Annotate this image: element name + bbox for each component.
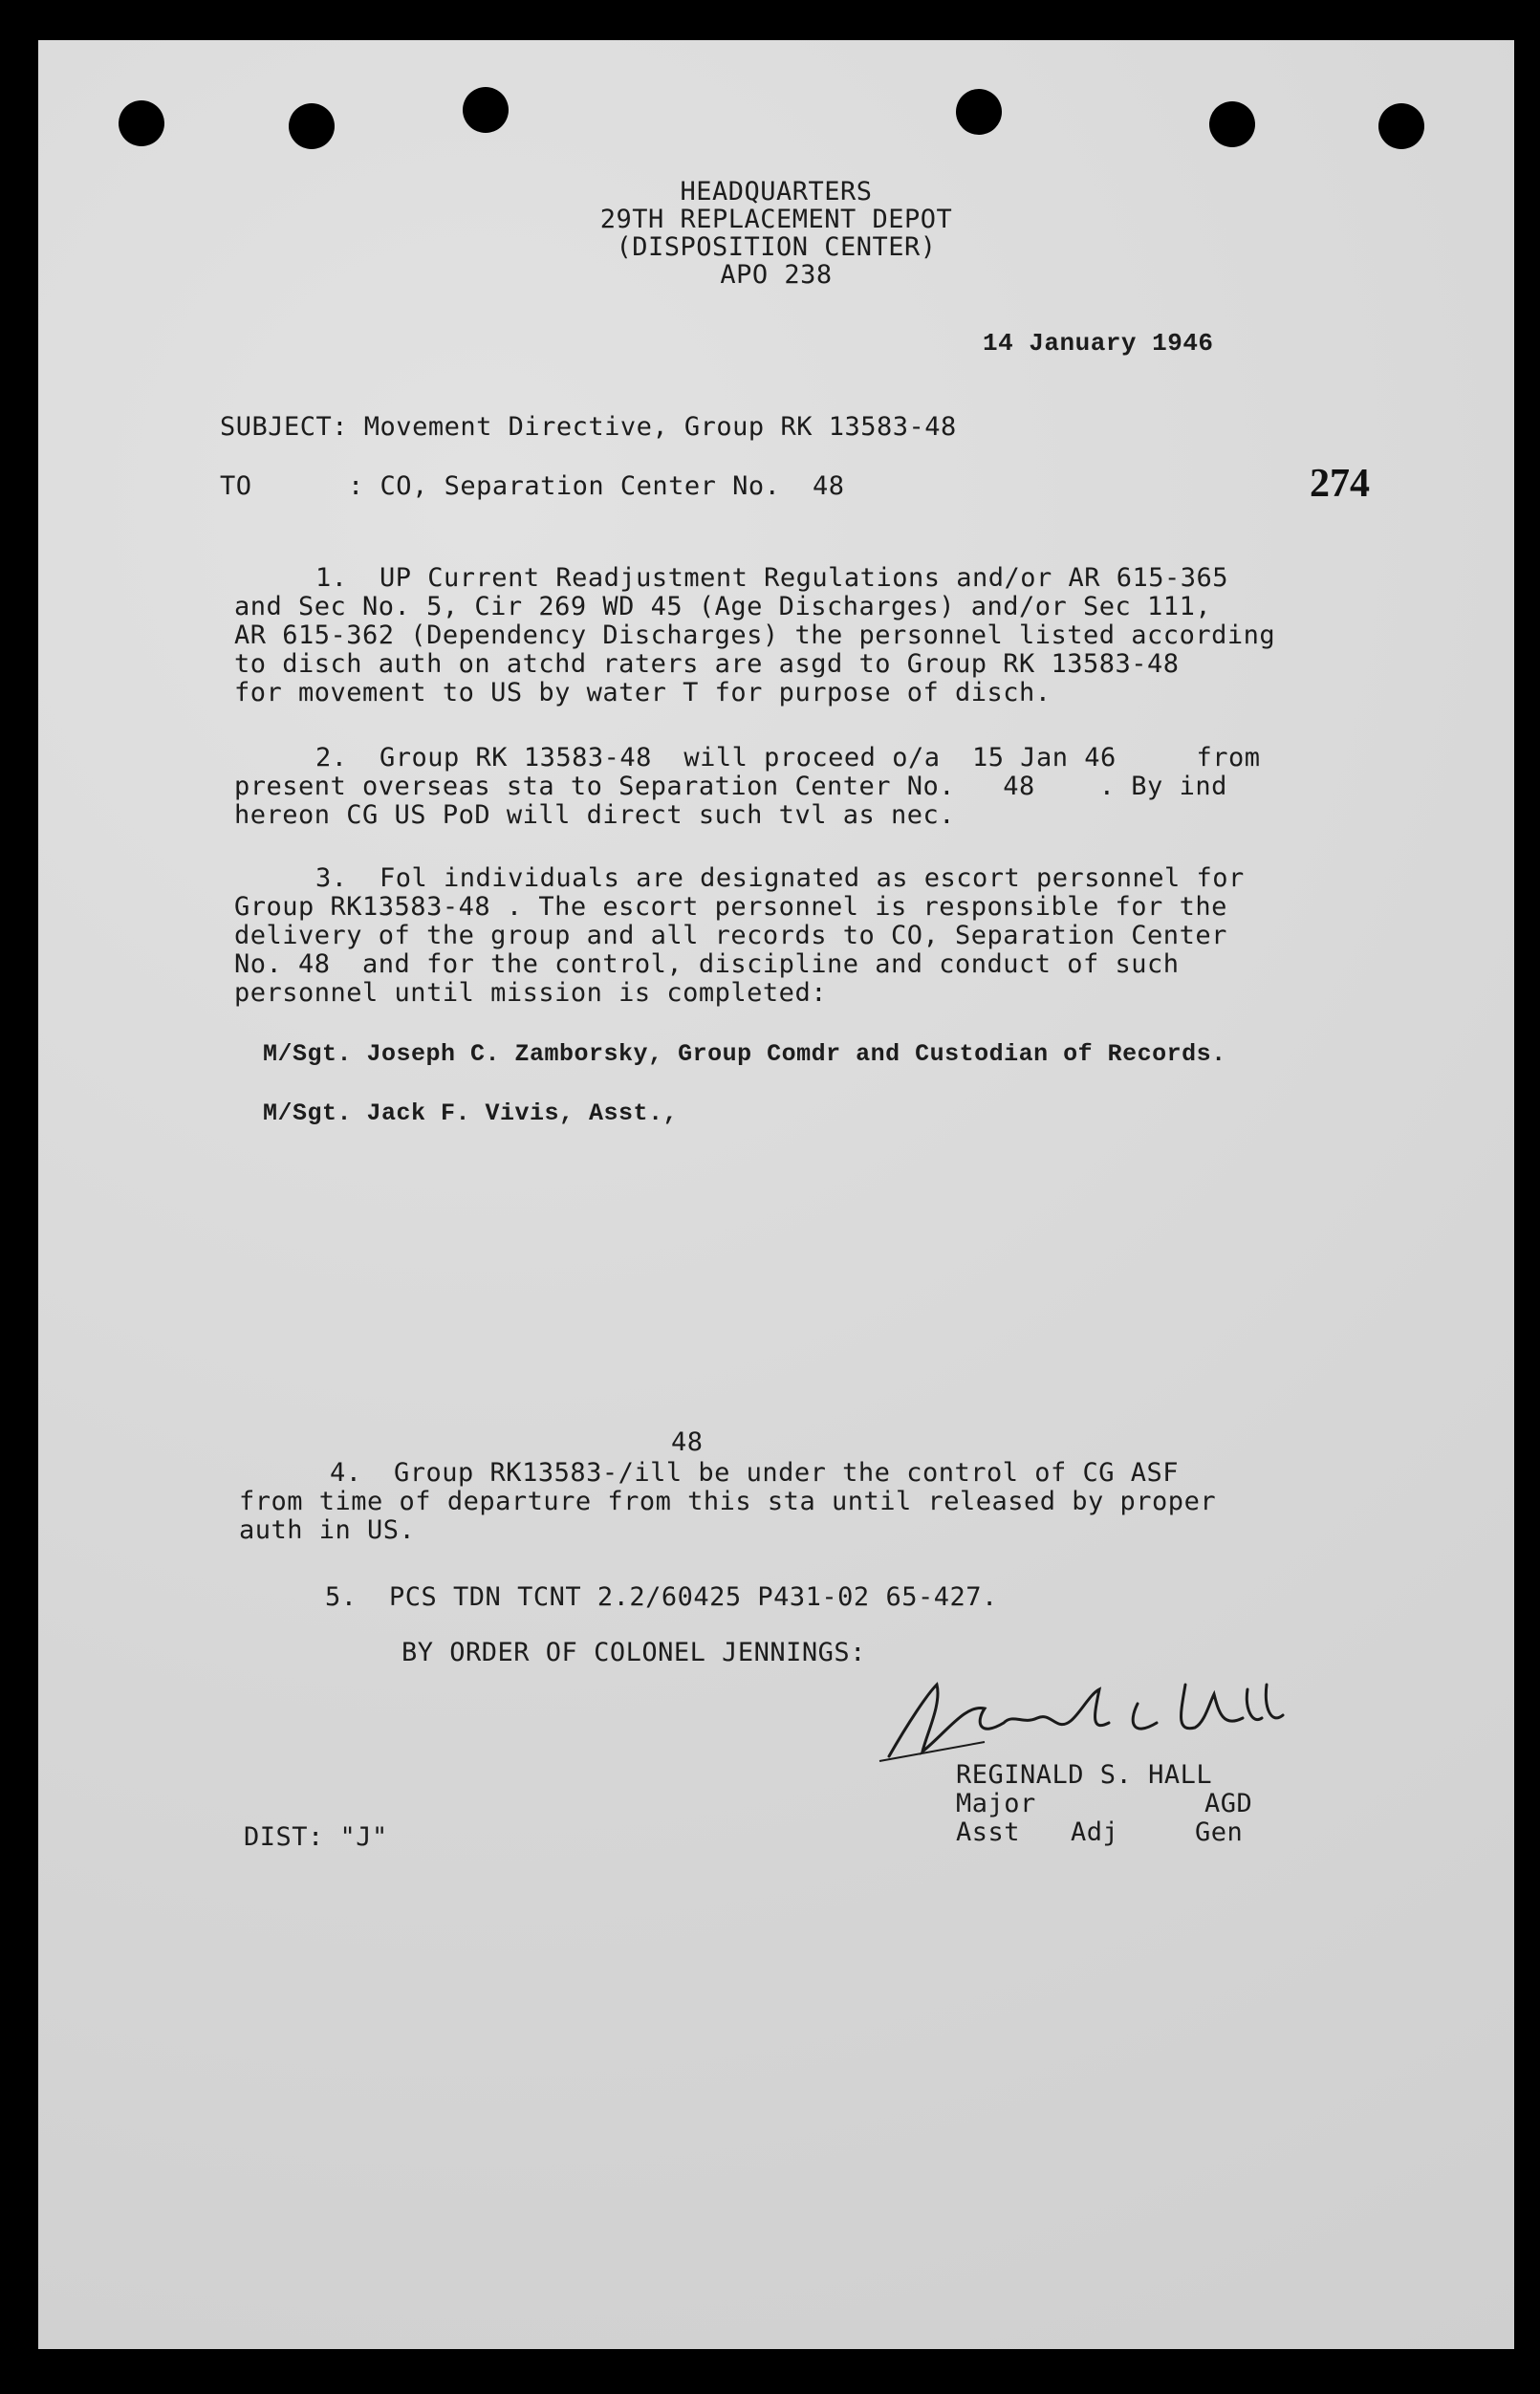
para2-line: 2. Group RK 13583-48 will proceed o/a 15 Jan 46 from — [315, 743, 1261, 773]
header-line-1: HEADQUARTERS — [680, 177, 873, 207]
para3-line: 3. Fol individuals are designated as escort personnel for — [315, 863, 1245, 893]
escort-assistant: M/Sgt. Jack F. Vivis, Asst., — [263, 1099, 679, 1127]
para3-line: delivery of the group and all records to CO, Separation Center — [234, 921, 1227, 950]
escort-commander: M/Sgt. Joseph C. Zamborsky, Group Comdr and Custodian of Records. — [263, 1040, 1226, 1068]
para3-line: Group RK13583-48 . The escort personnel is responsible for the — [234, 892, 1227, 922]
para1-line: 1. UP Current Readjustment Regulations and/or AR 615-365 — [315, 563, 1229, 593]
para3-line: No. 48 and for the control, discipline and conduct of such — [234, 949, 1180, 979]
para2-line: present overseas sta to Separation Center No. 48 . By ind — [234, 772, 1227, 801]
to-line: TO : CO, Separation Center No. 48 — [220, 471, 845, 501]
para5-line: 5. PCS TDN TCNT 2.2/60425 P431-02 65-427. — [325, 1582, 998, 1612]
para4-line: auth in US. — [239, 1515, 416, 1545]
signer-name: REGINALD S. HALL — [956, 1760, 1213, 1790]
punch-hole — [463, 87, 509, 133]
page-number: 274 — [1310, 462, 1370, 506]
subject-line: SUBJECT: Movement Directive, Group RK 13583-48 — [220, 412, 957, 442]
signer-branch: AGD — [1204, 1789, 1253, 1818]
header-line-4: APO 238 — [720, 260, 833, 290]
para4-line: from time of departure from this sta until released by proper — [239, 1487, 1217, 1516]
header-line-3: (DISPOSITION CENTER) — [616, 232, 937, 262]
para1-line: AR 615-362 (Dependency Discharges) the personnel listed according — [234, 620, 1276, 650]
para4-handwritten-note: 48 — [671, 1427, 704, 1457]
header-line-2: 29TH REPLACEMENT DEPOT — [599, 205, 953, 234]
signer-title-left: Asst — [956, 1817, 1021, 1847]
document-date: 14 January 1946 — [983, 329, 1214, 358]
document-page — [38, 40, 1514, 2349]
para3-line: personnel until mission is completed: — [234, 978, 827, 1008]
signer-title-mid: Adj — [1071, 1817, 1119, 1847]
punch-hole — [956, 89, 1002, 135]
punch-hole — [289, 103, 335, 149]
distribution-line: DIST: "J" — [244, 1822, 388, 1852]
handwritten-signature — [870, 1665, 1291, 1771]
para2-line: hereon CG US PoD will direct such tvl as nec. — [234, 800, 955, 830]
para1-line: for movement to US by water T for purpose of disch. — [234, 678, 1052, 707]
punch-hole — [1209, 101, 1255, 147]
punch-hole — [1378, 103, 1424, 149]
punch-hole — [119, 100, 164, 146]
signer-title-right: Gen — [1195, 1817, 1244, 1847]
signer-rank: Major — [956, 1789, 1036, 1818]
by-order-line: BY ORDER OF COLONEL JENNINGS: — [401, 1638, 866, 1667]
para4-line: 4. Group RK13583-/ill be under the control of CG ASF — [330, 1458, 1180, 1488]
para1-line: and Sec No. 5, Cir 269 WD 45 (Age Discharges) and/or Sec 111, — [234, 592, 1212, 621]
para1-line: to disch auth on atchd raters are asgd to Group RK 13583-48 — [234, 649, 1180, 679]
